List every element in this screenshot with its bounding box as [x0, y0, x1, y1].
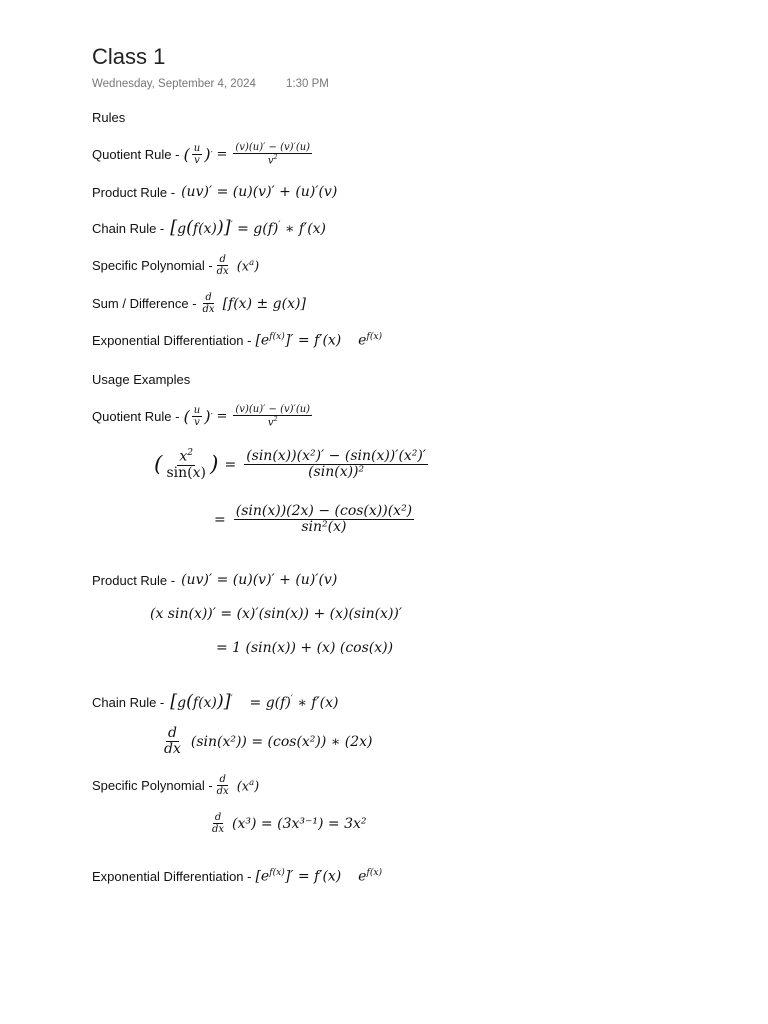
quotient-formula: ( $\frac{u}{v}$ ) ′ = $\frac{(v)(u)' - (v)'(u)}{v^2}$ [183, 142, 311, 167]
usage-chain-example: $\frac{d}{dx}$ (sin(x²)) = (cos(x²)) ∗ (2x) [164, 725, 373, 758]
usage-product: Product Rule - (uv)′ = (u)(v)′ + (u)′(v) [92, 572, 338, 588]
product-formula: (uv)′ = (u)(v)′ + (u)′(v) [181, 184, 338, 200]
usage-exponential: Exponential Differentiation - $[e^{f(x)}]' = f'(x)$ $e^{f(x)}$ [92, 868, 383, 885]
rule-sum-difference-label: Sum / Difference - [92, 296, 197, 311]
rule-polynomial [92, 254, 259, 277]
sum-difference-formula: $\frac{d}{dx}$ [f(x) ± g(x)] [202, 292, 306, 315]
usage-polynomial-label: Specific Polynomial - [92, 778, 213, 793]
usage-polynomial-example: $\frac{d}{dx}$ (x³) = (3x³⁻¹) = 3x² [212, 812, 367, 835]
rule-product-label: Product Rule - [92, 184, 176, 200]
rule-quotient [92, 142, 314, 166]
rule-exponential [92, 332, 382, 349]
quotient-numerator: (v)(u)′ − (v)′(u) [235, 142, 311, 153]
polynomial-formula: $\frac{d}{dx}$ $(x^a)$ [216, 254, 260, 277]
rule-polynomial-label: Specific Polynomial - [92, 258, 213, 273]
usage-product-label: Product Rule - [92, 572, 176, 588]
rule-product [92, 184, 337, 200]
usage-quotient-step: = $\frac{\text{(sin(x))(2x) − (cos(x))(x²)}}{\text{sin²(x)}}$ [214, 503, 413, 536]
usage-product-line2: = 1 (sin(x)) + (x) (cos(x)) [216, 640, 394, 656]
rule-sum-difference [92, 292, 306, 315]
usage-exponential-label: Exponential Differentiation - [92, 868, 252, 884]
usage-chain-label: Chain Rule - [92, 694, 165, 710]
example-quotient-step-denominator: sin²(x) [301, 519, 347, 536]
page-date: Wednesday, September 4, 2024 [92, 78, 256, 90]
section-rules-heading: Rules [92, 110, 126, 125]
example-quotient-step-numerator: (sin(x))(2x) − (cos(x))(x²) [235, 503, 413, 519]
example-quotient-denominator: (sin(x))² [308, 464, 365, 481]
usage-product-line1: (x sin(x))′ = (x)′(sin(x)) + (x)(sin(x))′ [150, 606, 403, 622]
rule-quotient-label: Quotient Rule - [92, 146, 180, 162]
usage-quotient-formula: ( $\frac{u}{v}$ ) ′ = $\frac{(v)(u)' - (v)'(u)}{v^2}$ [183, 404, 311, 429]
quotient-denominator: v [267, 155, 274, 167]
example-quotient-numerator: (sin(x))(x²)′ − (sin(x))′(x²)′ [246, 447, 427, 464]
exponential-formula: $[e^{f(x)}]' = f'(x)$ $e^{f(x)}$ [255, 332, 383, 349]
rule-chain-label: Chain Rule - [92, 220, 165, 236]
chain-formula: [g(f(x))]′ = g(f)′ ∗ f′(x) [170, 218, 327, 238]
usage-quotient [92, 404, 314, 428]
page-time: 1:30 PM [286, 78, 329, 90]
page-title: Class 1 [92, 44, 166, 69]
rule-exponential-label: Exponential Differentiation - [92, 332, 252, 348]
usage-quotient-label: Quotient Rule - [92, 408, 180, 424]
section-usage-heading: Usage Examples [92, 372, 191, 387]
usage-chain: Chain Rule - [g(f(x))]′ = g(f)′ ∗ f′(x) [92, 692, 339, 712]
usage-quotient-example: ( $\frac{x^2}{\sin(x)}$ ) = $\frac{\text{(sin(x))(x²)′ − (sin(x))′(x²)′}}{\text{(sin(x))²}}$ [154, 447, 427, 482]
usage-polynomial: Specific Polynomial - $\frac{d}{dx}$ $(x^a)$ [92, 774, 260, 797]
rule-chain [92, 218, 326, 238]
